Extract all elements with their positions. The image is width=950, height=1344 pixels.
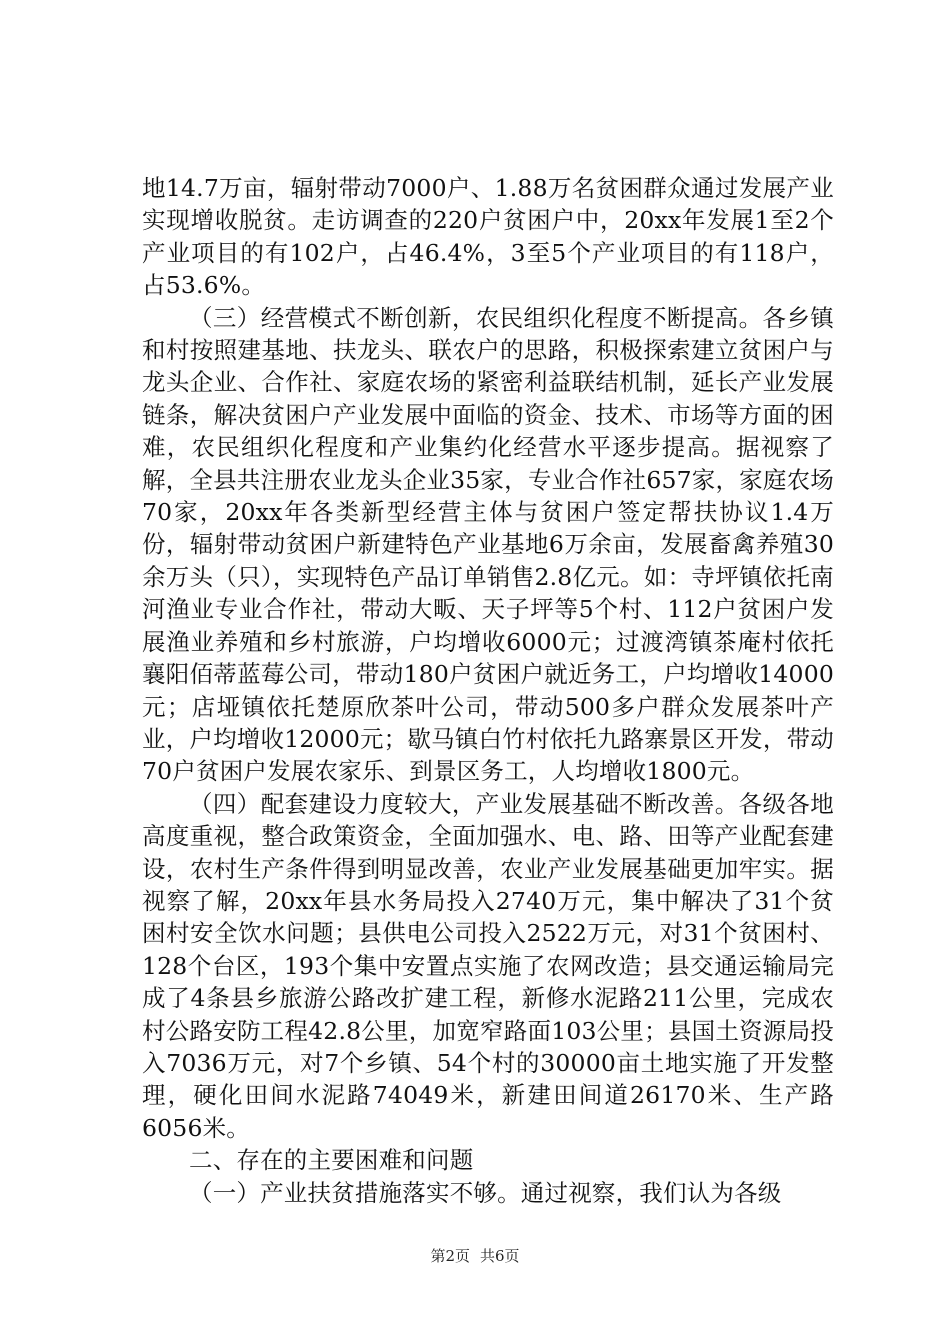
- page-number-total: 共6页: [480, 1247, 520, 1265]
- document-body: [142, 172, 834, 1209]
- paragraph-section-4: （四）配套建设力度较大，产业发展基础不断改善。各级各地高度重视，整合政策资金，全面加强水、电、路、田等产业配套建设，农村生产条件得到明显改善，农业产业发展基础更加牢实。据视察了解，20xx年县水务局投入2740万元，集中解决了31个贫困村安全饮水问题；县供电公司投入2522万元，对31个贫困村、128个台区，193个集中安置点实施了农网改造；县交通运输局完成了4条县乡旅游公路改扩建工程，新修水泥路211公里，完成农村公路安防工程42.8公里，加宽窄路面103公里；县国土资源局投入7036万元，对7个乡镇、54个村的30000亩土地实施了开发整理，硬化田间水泥路74049米，新建田间道26170米、生产路6056米。: [142, 789, 834, 1142]
- paragraph-continuation: 地14.7万亩，辐射带动7000户、1.88万名贫困群众通过发展产业实现增收脱贫。走访调查的220户贫困户中，20xx年发展1至2个产业项目的有102户，占46.4%，3至5个产业项目的有118户，占53.6%。: [142, 174, 834, 300]
- section-heading-problems: 二、存在的主要困难和问题: [189, 1146, 474, 1175]
- page-number-current: 第2页: [430, 1247, 470, 1265]
- paragraph-problem-1: （一）产业扶贫措施落实不够。通过视察，我们认为各级: [189, 1178, 782, 1207]
- paragraph-section-3: （三）经营模式不断创新，农民组织化程度不断提高。各乡镇和村按照建基地、扶龙头、联农户的思路，积极探索建立贫困户与龙头企业、合作社、家庭农场的紧密利益联结机制，延长产业发展链条，解决贫困户产业发展中面临的资金、技术、市场等方面的困难，农民组织化程度和产业集约化经营水平逐步提高。据视察了解，全县共注册农业龙头企业35家，专业合作社657家，家庭农场70家，20xx年各类新型经营主体与贫困户签定帮扶协议1.4万份，辐射带动贫困户新建特色产业基地6万余亩，发展畜禽养殖30余万头（只），实现特色产品订单销售2.8亿元。如：寺坪镇依托南河渔业专业合作社，带动大畈、天子坪等5个村、112户贫困户发展渔业养殖和乡村旅游，户均增收6000元；过渡湾镇茶庵村依托襄阳佰蒂蓝莓公司，带动180户贫困户就近务工，户均增收14000元；店垭镇依托楚原欣茶叶公司，带动500多户群众发展茶叶产业，户均增收12000元；歇马镇白竹村依托九路寨景区开发，带动70户贫困户发展农家乐、到景区务工，人均增收1800元。: [142, 303, 834, 786]
- page-footer: [0, 1245, 950, 1266]
